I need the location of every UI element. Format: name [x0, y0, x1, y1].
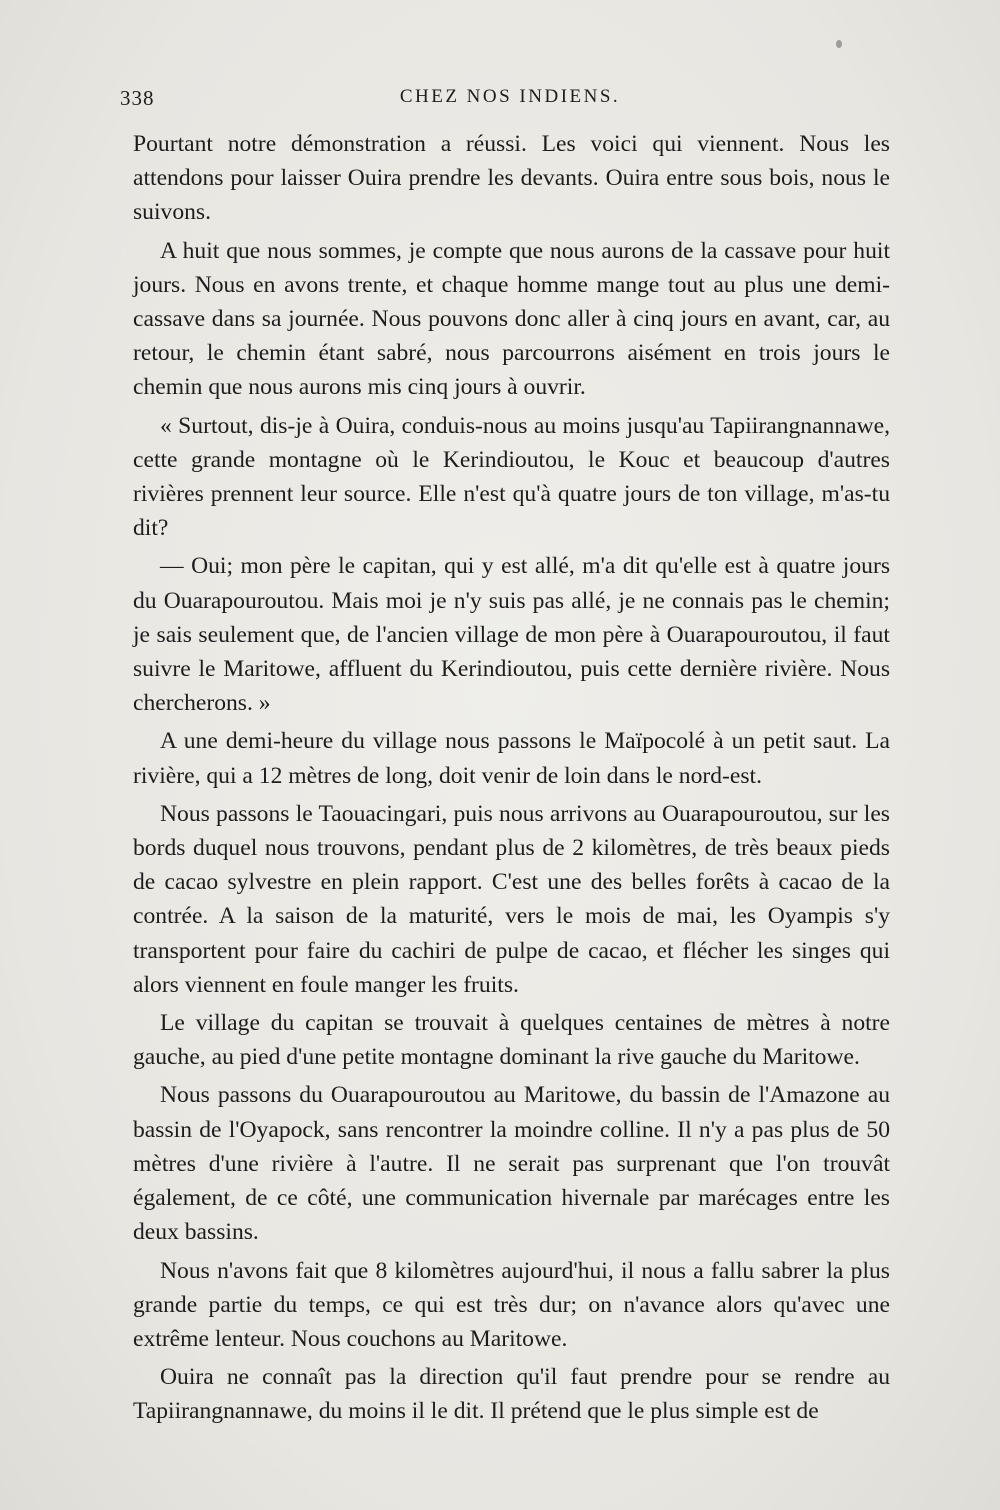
paragraph: « Surtout, dis-je à Ouira, conduis-nous au moins jusqu'au Tapiirangnannawe, cette grande montagne où le Kerindioutou, le Kouc et beaucoup d'autres rivières prennent leur source. Elle n'est qu'à quatre jours de ton village, m'as-tu dit?	[133, 412, 890, 542]
paragraph: A une demi-heure du village nous passons le Maïpocolé à un petit saut. La rivière, qui a 12 mètres de long, doit venir de loin dans le nord-est.	[133, 728, 890, 789]
paragraph: A huit que nous sommes, je compte que nous aurons de la cassave pour huit jours. Nous en avons trente, et chaque homme mange tout au plus une demi-cassave dans sa journée. Nous pouvons donc aller à cinq jours en avant, car, au retour, le chemin étant sabré, nous parcourrons aisément en trois jours le chemin que nous aurons mis cinq jours à ouvrir.	[133, 237, 890, 401]
paragraph: — Oui; mon père le capitan, qui y est allé, m'a dit qu'elle est à quatre jours du Ouarapouroutou. Mais moi je n'y suis pas allé, je ne connais pas le chemin; je sais seulement que, de l'ancien village de mon père à Ouarapouroutou, il faut suivre le Maritowe, affluent du Kerindioutou, puis cette dernière rivière. Nous chercherons. »	[133, 553, 890, 717]
running-head: CHEZ NOS INDIENS.	[399, 86, 621, 107]
paper-speck	[836, 40, 842, 48]
paragraph: Ouira ne connaît pas la direction qu'il faut prendre pour se rendre au Tapiirangnannawe, du moins il le dit. Il prétend que le plus simple est de	[133, 1364, 890, 1425]
page-header	[120, 86, 900, 116]
paragraph: Le village du capitan se trouvait à quelques centaines de mètres à notre gauche, au pied d'une petite montagne dominant la rive gauche du Maritowe.	[133, 1010, 890, 1071]
paragraph: Nous passons du Ouarapouroutou au Maritowe, du bassin de l'Amazone au bassin de l'Oyapock, sans rencontrer la moindre colline. Il n'y a pas plus de 50 mètres d'une rivière à l'autre. Il ne serait pas surprenant que l'on trouvât également, de ce côté, une communication hivernale par marécages entre les deux bassins.	[133, 1082, 890, 1246]
paragraph: Nous n'avons fait que 8 kilomètres aujourd'hui, il nous a fallu sabrer la plus grande partie du temps, ce qui est très dur; on n'avance alors qu'avec une extrême lenteur. Nous couchons au Maritowe.	[133, 1257, 890, 1352]
page-number: 338	[120, 86, 155, 110]
body-text	[133, 127, 890, 1433]
paragraph: Pourtant notre démonstration a réussi. Les voici qui viennent. Nous les attendons pour laisser Ouira prendre les devants. Ouira entre sous bois, nous le suivons.	[133, 131, 890, 226]
paragraph: Nous passons le Taouacingari, puis nous arrivons au Ouarapouroutou, sur les bords duquel nous trouvons, pendant plus de 2 kilomètres, de très beaux pieds de cacao sylvestre en plein rapport. C'est une des belles forêts à cacao de la contrée. A la saison de la maturité, vers le mois de mai, les Oyampis s'y transportent pour faire du cachiri de pulpe de cacao, et flécher les singes qui alors viennent en foule manger les fruits.	[133, 800, 890, 998]
